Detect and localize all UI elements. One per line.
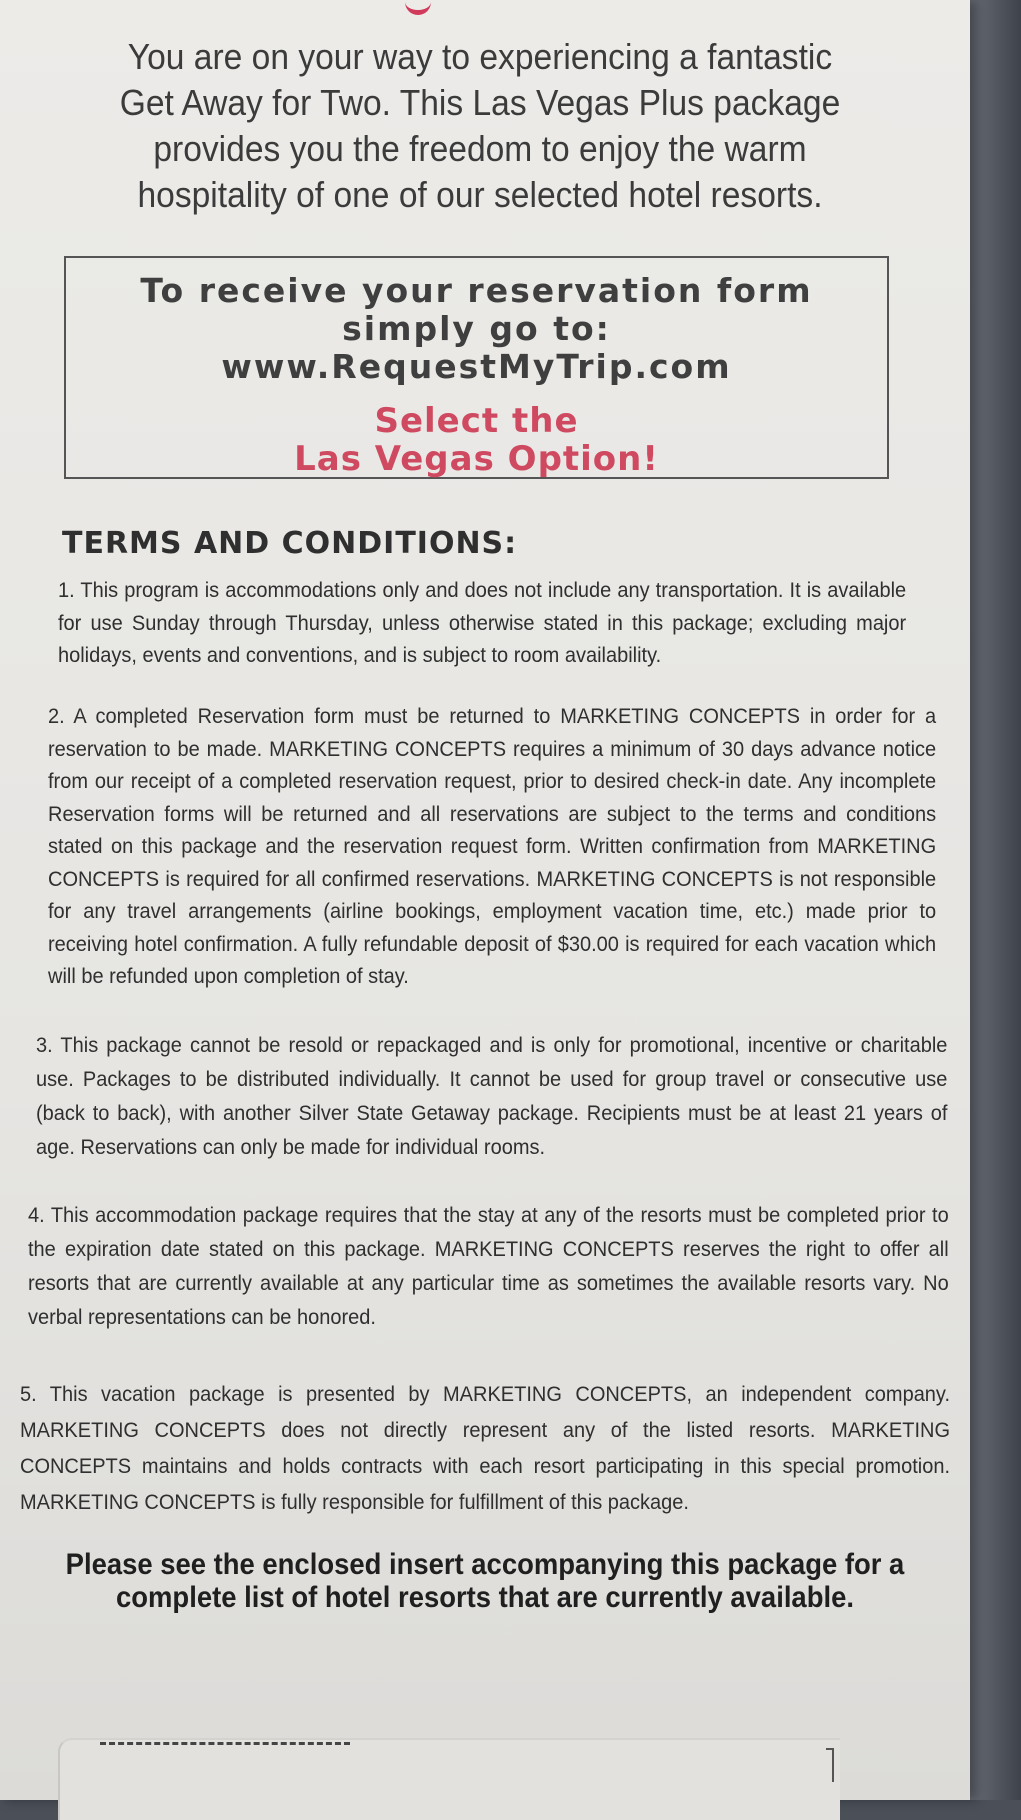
perforation-line xyxy=(100,1742,350,1745)
terms-item-1: 1. This program is accommodations only and does not include any transportation. It is available for use Sunday through Thursday, unless otherwise stated in this package; excluding major holidays, events and conventions, and is subject to room availability. xyxy=(58,578,907,667)
corner-mark-vertical xyxy=(832,1748,834,1782)
reservation-line-2: simply go to: xyxy=(342,309,611,348)
terms-item-2: 2. A completed Reservation form must be returned to MARKETING CONCEPTS in order for a reservation to be made. MARKETING CONCEPTS requires a minimum of 30 days advance notice from our receipt of a completed reservation request, prior to desired check-in date. Any incomplete Reservation forms will be returned and all reservations are subject to the terms and conditions stated on this package and the reservation request form. Written confirmation from MARKETING CONCEPTS is required for all confirmed reservations. MARKETING CONCEPTS is not responsible for any travel arrangements (airline bookings, employment vacation time, etc.) made prior to receiving hotel confirmation. A fully refundable deposit of $30.00 is required for each vacation which will be refunded upon completion of stay. xyxy=(48,704,937,988)
closing-note xyxy=(62,1548,908,1614)
reservation-instructions-box xyxy=(64,256,889,479)
terms-item-5: 5. This vacation package is presented by MARKETING CONCEPTS, an independent company. MARKETING CONCEPTS does not directly represent any of the listed resorts. MARKETING CONCEPTS maintains and holds contracts with each resort participating in this special promotion. MARKETING CONCEPTS is fully responsible for fulfillment of this package. xyxy=(20,1382,950,1514)
closing-line-2: complete list of hotel resorts that are currently available. xyxy=(116,1581,854,1614)
terms-item-4: 4. This accommodation package requires that the stay at any of the resorts must be completed prior to the expiration date stated on this package. MARKETING CONCEPTS reserves the right to offer all resorts that are currently available at any particular time as sometimes the available resorts vary. No verbal representations can be honored. xyxy=(28,1203,949,1329)
select-option-line-2: Las Vegas Option! xyxy=(294,439,659,479)
background-surface xyxy=(967,0,1021,1800)
intro-line: You are on your way to experiencing a fantastic xyxy=(127,36,833,77)
closing-line-1: Please see the enclosed insert accompanying this package for a xyxy=(65,1548,905,1581)
logo-swash-graphic xyxy=(405,0,431,15)
terms-item-3: 3. This package cannot be resold or repackaged and is only for promotional, incentive or charitable use. Packages to be distributed individually. It cannot be used for group travel or consecutive use (back to back), with another Silver State Getaway package. Recipients must be at least 21 years of age. Reservations can only be made for individual rooms. xyxy=(36,1033,948,1159)
tear-off-panel xyxy=(58,1738,840,1820)
reservation-line-1: To receive your reservation form xyxy=(140,271,813,310)
intro-paragraph xyxy=(94,34,867,218)
reservation-url[interactable]: www.RequestMyTrip.com xyxy=(221,347,732,386)
intro-line: hospitality of one of our selected hotel resorts. xyxy=(137,174,823,215)
intro-line: Get Away for Two. This Las Vegas Plus package xyxy=(119,82,841,123)
select-option-line-1: Select the xyxy=(374,401,579,441)
terms-heading: TERMS AND CONDITIONS: xyxy=(62,526,518,561)
intro-line: provides you the freedom to enjoy the warm xyxy=(153,128,807,169)
